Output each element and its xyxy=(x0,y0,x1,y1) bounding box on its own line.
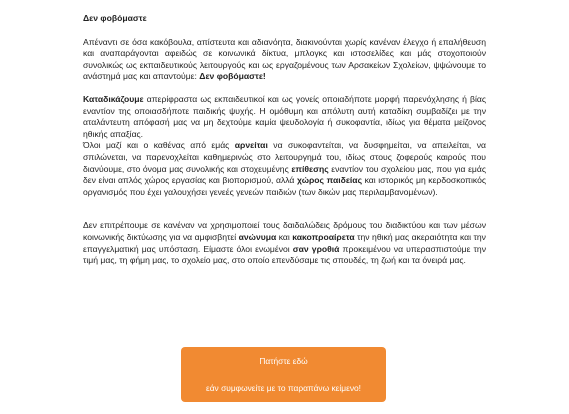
agree-button[interactable] xyxy=(181,347,386,402)
agree-button-label-2: εάν συμφωνείτε με το παραπάνω κείμενο! xyxy=(205,383,362,393)
paragraph-refuse-text-1: Όλοι μαζί και ο καθένας από εμάς xyxy=(83,140,235,151)
paragraph-united-text-4: προκειμένου να υπερασπιστούμε την τιμή μας, τη φήμη μας, το σχολείο μας, στο οποίο επενδύσαμε τις σπουδές, τη ζωή και τα όνειρά μας. xyxy=(83,243,486,266)
paragraph-united-text-3: την ηθική μας ακεραιότητα και την επαγγελματική μας υπόσταση. Είμαστε όλοι ενωμένοι xyxy=(83,231,486,254)
paragraph-refuse-bold-3: χώρος παιδείας xyxy=(296,175,363,186)
agree-button-label-1: Πατήστε εδώ xyxy=(259,356,308,366)
paragraph-refuse-text-3: εναντίον του σχολείου μας, που για εμάς δεν είναι απλός χώρος εργασίας και βιοπορισμού, αλλά xyxy=(83,163,486,186)
statement-heading: Δεν φοβόμαστε xyxy=(83,13,147,23)
paragraph-united-bold-3: σαν γροθιά xyxy=(292,243,340,254)
paragraph-condemn-text: απερίφραστα ως εκπαιδευτικοί και ως γονείς οποιαδήποτε μορφή παρενόχλησης ή βίας εναντίον της οποιασδήποτε παιδικής ψυχής. Η ομόθυμη και απόλυτη αυτή καταδίκη συμβαδίζει με την αταλάντευτη απόφασή μας να μη δεχτούμε καμία ψευδολογία ή συκοφαντία, ιδίως για θέματα μείζονος ηθικής απαξίας. xyxy=(83,93,486,139)
paragraph-condemn xyxy=(83,94,486,140)
paragraph-refuse-bold-2: επίθεσης xyxy=(291,163,329,174)
paragraph-united xyxy=(83,220,486,266)
paragraph-intro xyxy=(83,37,486,83)
paragraph-united-text-1: Δεν επιτρέπουμε σε κανέναν να χρησιμοποιεί τους δαιδαλώδεις δρόμους του διαδικτύου και των μέσων κοινωνικής δικτύωσης για να αμφισβητεί xyxy=(83,220,486,242)
paragraph-united-bold-1: ανώνυμα xyxy=(238,231,277,242)
paragraph-refuse-text-2: να συκοφαντείται, να δυσφημείται, να απειλείται, να σπιλώνεται, να παρενοχλείται καθημερινώς στο λειτουργημά του, ιδίως στους ζοφερούς καιρούς που διανύουμε, στο όνομα μας συνολικής και στοχευμένης xyxy=(83,140,486,174)
paragraph-intro-text: Απέναντι σε όσα κακόβουλα, απίστευτα και αδιανόητα, διακινούνται χωρίς κανέναν έλεγχο ή επαλήθευση και αναπαράγονται αφειδώς σε κοινωνικά δίκτυα, μπλογκς και ιστοσελίδες και μάς στοχοποιούν συνολικώς ως εκπαιδευτικούς λειτουργούς και ως εργαζομένους των Αρσακείων Σχολείων, ψψώνουμε το ανάστημά μας και απαντούμε: xyxy=(83,36,486,82)
paragraph-refuse xyxy=(83,140,486,198)
paragraph-united-text-2: και xyxy=(276,231,293,242)
paragraph-united-bold-2: κακοπροαίρετα xyxy=(292,231,355,242)
statement-content xyxy=(83,13,486,278)
paragraph-intro-bold: Δεν φοβόμαστε! xyxy=(199,71,266,82)
paragraph-refuse-bold-1: αρνείται xyxy=(234,140,268,151)
paragraph-condemn-bold: Καταδικάζουμε xyxy=(83,93,144,104)
paragraph-refuse-text-4: και ιστορικός μη κερδοσκοπικός οργανισμός που έχει γαλουχήσει γενεές γενεών παιδιών (των δικών μας περιλαμβανομένων). xyxy=(83,175,486,197)
